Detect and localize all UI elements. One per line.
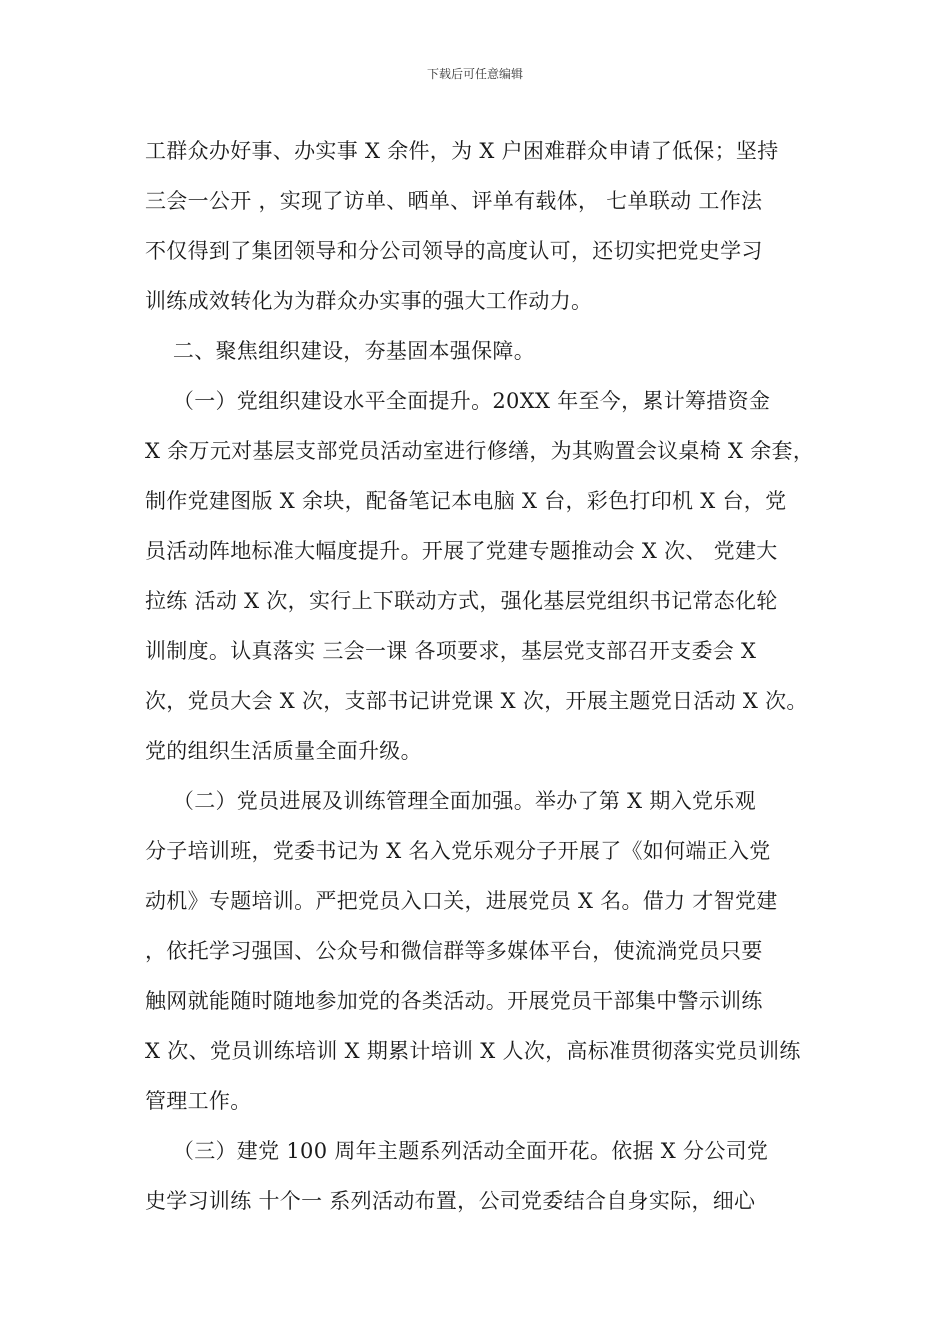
- text-line: 训练成效转化为为群众办实事的强大工作动力。: [145, 289, 593, 313]
- text-line: 分子培训班，党委书记为 X 名入党乐观分子开展了《如何端正入党: [145, 839, 771, 863]
- text-line: 训制度。认真落实 三会一课 各项要求，基层党支部召开支委会 X: [145, 639, 757, 663]
- text-line: 三会一公开 ，实现了访单、晒单、评单有载体， 七单联动 工作法: [145, 189, 763, 213]
- subsection-heading: （三）建党 100 周年主题系列活动全面开花。依据 X 分公司党: [145, 1139, 769, 1163]
- text-line: 工群众办好事、办实事 X 余件，为 X 户困难群众申请了低保；坚持: [145, 139, 779, 163]
- text-line: 制作党建图版 X 余块，配备笔记本电脑 X 台，彩色打印机 X 台，党: [145, 489, 787, 513]
- text-line: 次，党员大会 X 次，支部书记讲党课 X 次，开展主题党日活动 X 次。: [145, 689, 808, 713]
- section-heading: 二、聚焦组织建设，夯基固本强保障。: [145, 339, 535, 363]
- subsection-heading: （二）党员进展及训练管理全面加强。举办了第 X 期入党乐观: [145, 789, 756, 813]
- text-line: 员活动阵地标准大幅度提升。开展了党建专题推动会 X 次、 党建大: [145, 539, 778, 563]
- subsection-heading: （一）党组织建设水平全面提升。20XX 年至今，累计筹措资金: [145, 389, 771, 413]
- text-line: 管理工作。: [145, 1089, 252, 1113]
- text-line: X 次、党员训练培训 X 期累计培训 X 人次，高标准贯彻落实党员训练: [145, 1039, 801, 1063]
- page-header: 下载后可任意编辑: [426, 67, 523, 81]
- document-body: [145, 126, 825, 1226]
- text-line: 党的组织生活质量全面升级。: [145, 739, 422, 763]
- text-line: 拉练 活动 X 次，实行上下联动方式，强化基层党组织书记常态化轮: [145, 589, 778, 613]
- text-line: 不仅得到了集团领导和分公司领导的高度认可，还切实把党史学习: [145, 239, 763, 263]
- text-line: 动机》专题培训。严把党员入口关，进展党员 X 名。借力 才智党建: [145, 889, 778, 913]
- text-line: ，依托学习强国、公众号和微信群等多媒体平台，使流淌党员只要: [145, 939, 763, 963]
- text-line: X 余万元对基层支部党员活动室进行修缮，为其购置会议桌椅 X 余套，: [145, 439, 815, 463]
- text-line: 史学习训练 十个一 系列活动布置，公司党委结合自身实际，细心: [145, 1189, 756, 1213]
- text-line: 触网就能随时随地参加党的各类活动。开展党员干部集中警示训练: [145, 989, 763, 1013]
